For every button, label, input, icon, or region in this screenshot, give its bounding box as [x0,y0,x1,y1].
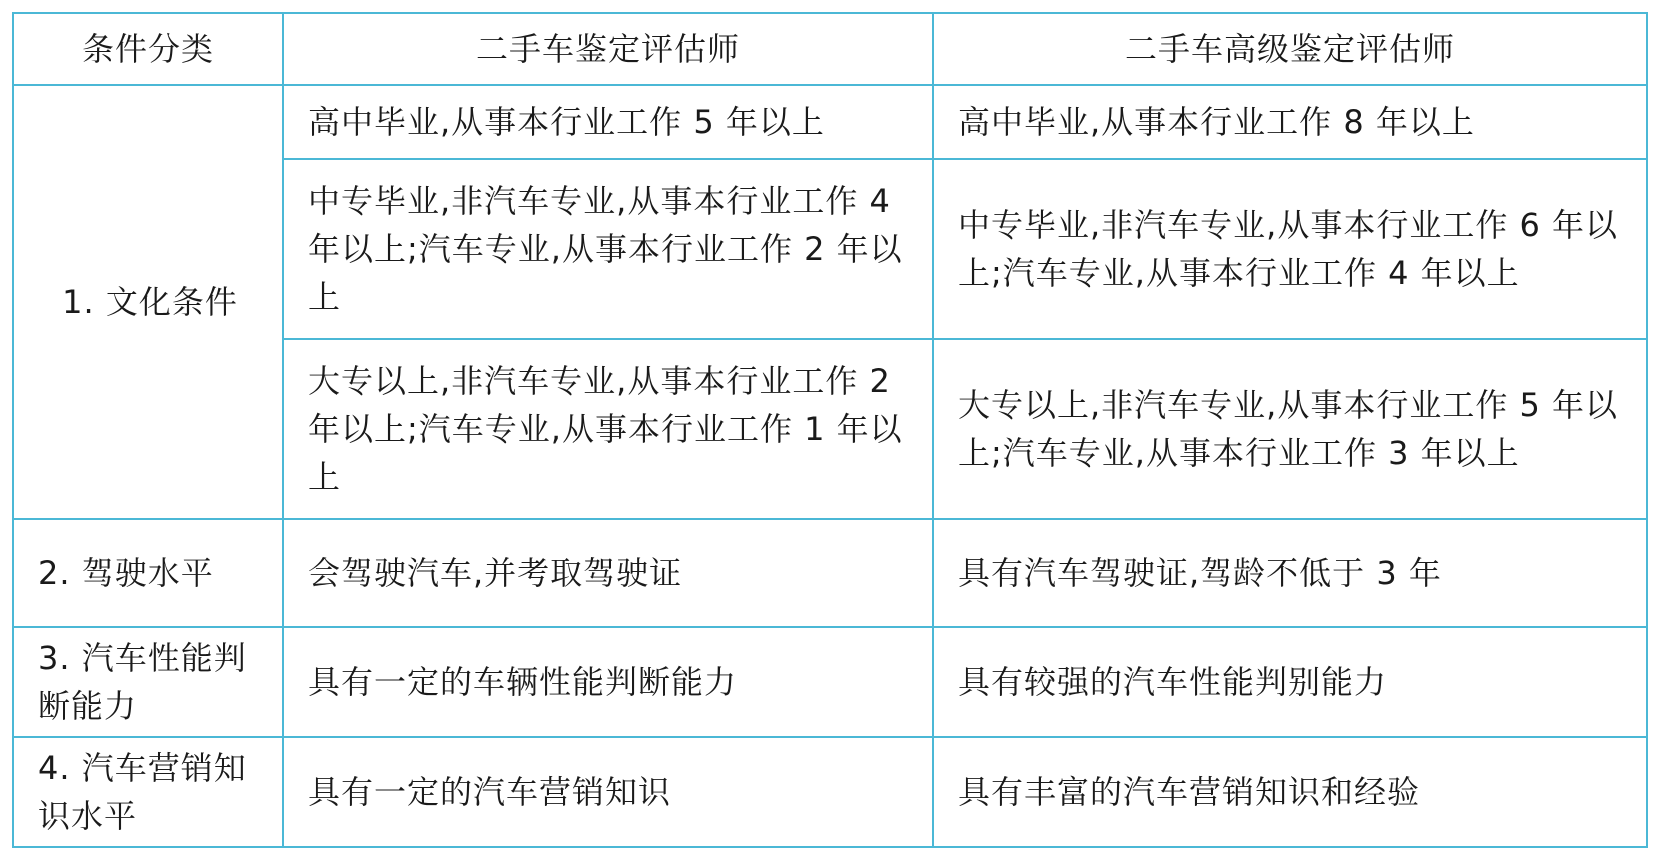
table-row [13,519,1647,627]
table-cell: 具有一定的汽车营销知识 [283,737,933,847]
qualification-table-container [12,12,1648,840]
table-cell: 会驾驶汽车,并考取驾驶证 [283,519,933,627]
table-cell: 高中毕业,从事本行业工作 8 年以上 [933,85,1647,159]
table-cell: 中专毕业,非汽车专业,从事本行业工作 4 年以上;汽车专业,从事本行业工作 2 年以上 [283,159,933,339]
table-cell: 具有一定的车辆性能判断能力 [283,627,933,737]
table-cell: 具有较强的汽车性能判别能力 [933,627,1647,737]
category-cell-performance: 3. 汽车性能判断能力 [13,627,283,737]
header-senior-appraiser: 二手车高级鉴定评估师 [933,13,1647,85]
header-appraiser: 二手车鉴定评估师 [283,13,933,85]
category-cell-culture: 1. 文化条件 [13,85,283,519]
table-cell: 大专以上,非汽车专业,从事本行业工作 5 年以上;汽车专业,从事本行业工作 3 年以上 [933,339,1647,519]
table-header-row [13,13,1647,85]
table-cell: 中专毕业,非汽车专业,从事本行业工作 6 年以上;汽车专业,从事本行业工作 4 年以上 [933,159,1647,339]
table-cell: 大专以上,非汽车专业,从事本行业工作 2 年以上;汽车专业,从事本行业工作 1 年以上 [283,339,933,519]
table-row [13,627,1647,737]
table-cell: 具有汽车驾驶证,驾龄不低于 3 年 [933,519,1647,627]
qualification-table [12,12,1648,848]
header-category: 条件分类 [13,13,283,85]
table-cell: 高中毕业,从事本行业工作 5 年以上 [283,85,933,159]
category-cell-driving: 2. 驾驶水平 [13,519,283,627]
table-cell: 具有丰富的汽车营销知识和经验 [933,737,1647,847]
category-cell-marketing: 4. 汽车营销知识水平 [13,737,283,847]
table-row [13,737,1647,847]
table-row [13,85,1647,159]
